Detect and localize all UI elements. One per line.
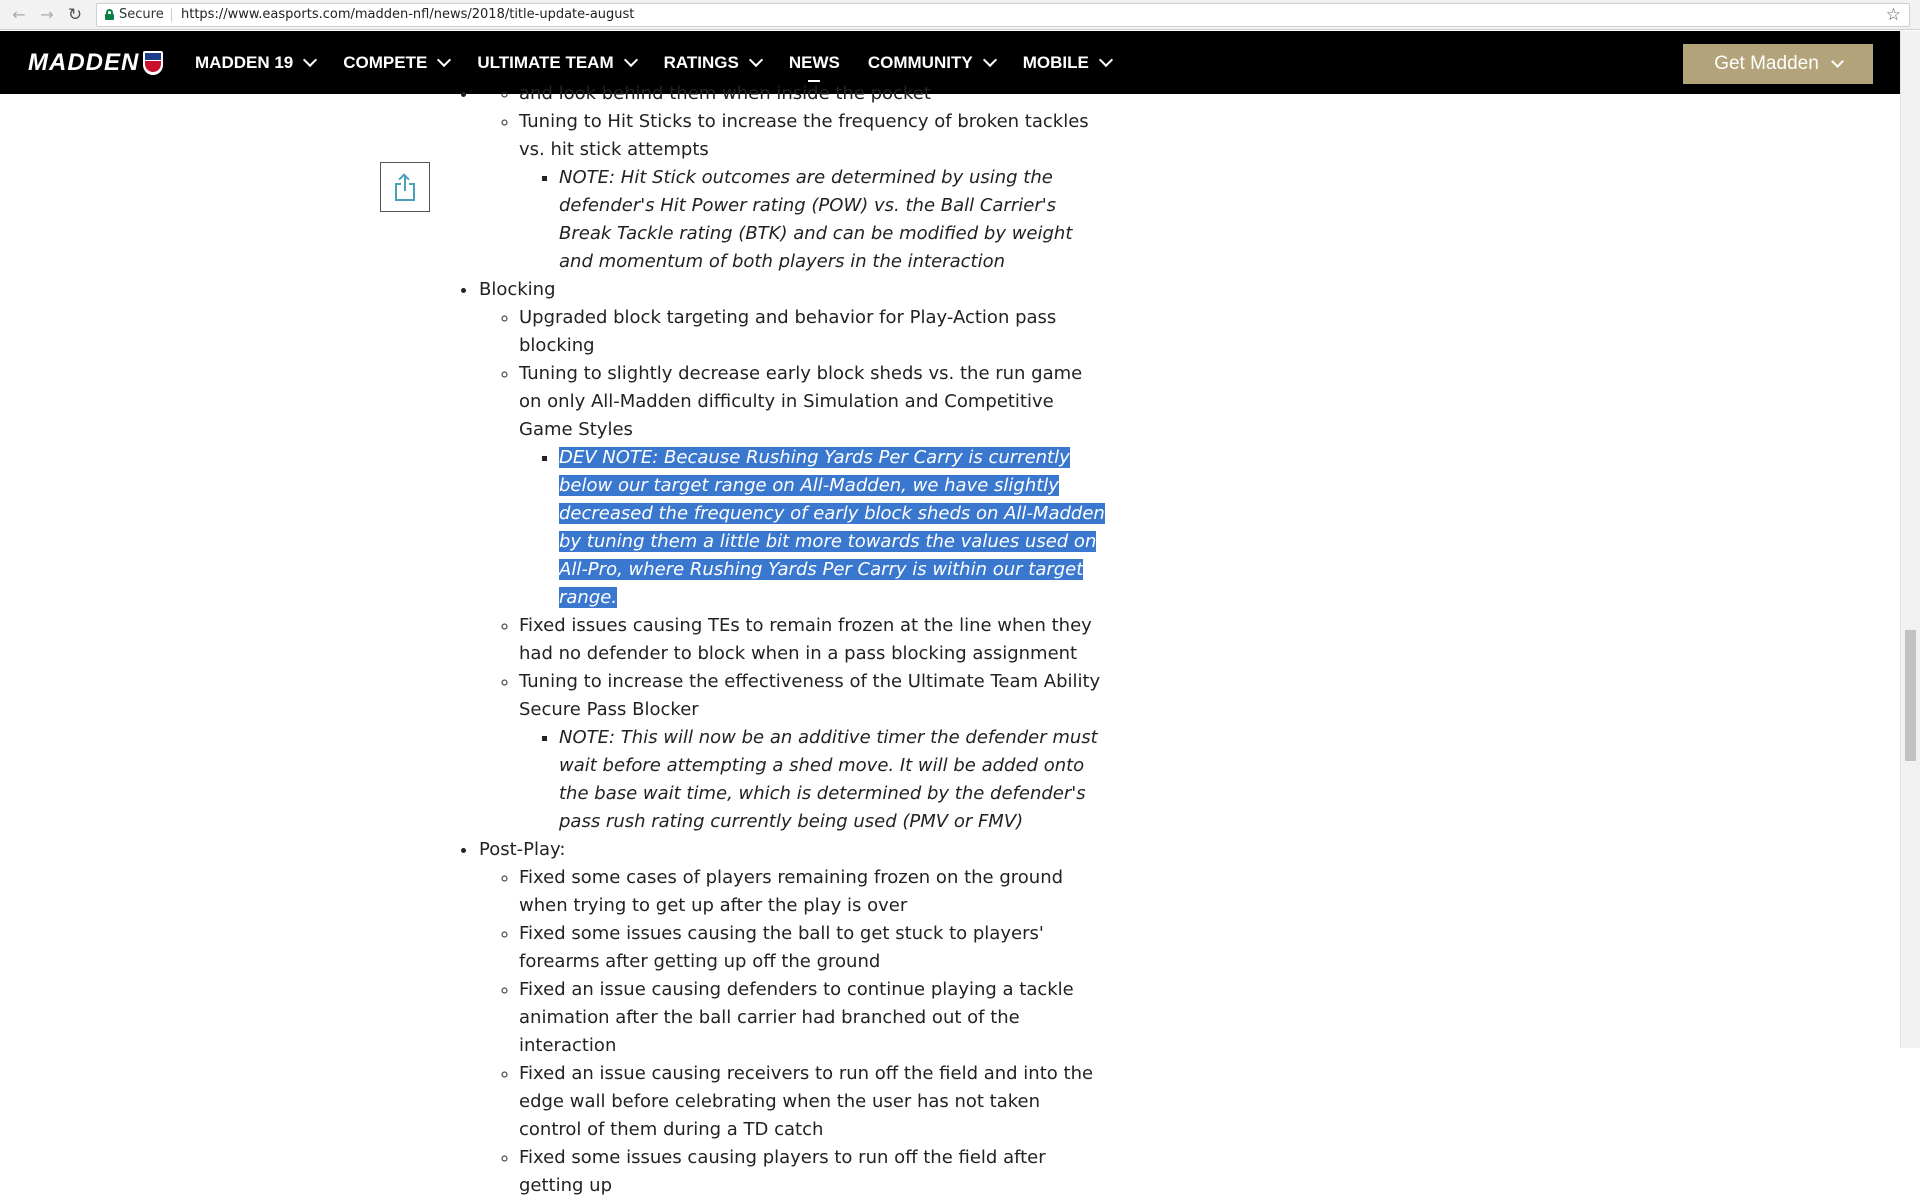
browser-toolbar [0, 0, 1920, 30]
list-item: ◦ • and look behind them when inside the pocket [519, 80, 1105, 108]
nav-item-label: MADDEN 19 [195, 52, 294, 72]
scrollbar-thumb[interactable] [1905, 630, 1916, 761]
list-item [519, 668, 1105, 836]
nav-item-label: MOBILE [1022, 52, 1089, 72]
address-bar[interactable] [96, 3, 1910, 27]
notes-list [455, 80, 1105, 1200]
nfl-shield-icon [143, 51, 163, 75]
nav-item-label: ULTIMATE TEAM [477, 52, 614, 72]
sub-list [479, 304, 1105, 836]
article-body [455, 83, 1105, 1196]
chevron-down-icon [624, 52, 638, 66]
chevron-down-icon [1099, 52, 1113, 66]
section-heading: Post-Play: [479, 839, 566, 860]
get-madden-button[interactable] [1683, 44, 1873, 84]
list-item: ◦ Fixed an issue causing receivers to run off the field and into the edge wall before celebrating when the user has not taken control of them during a TD catch [519, 1060, 1105, 1144]
madden-logo[interactable] [28, 48, 163, 78]
chevron-down-icon [1831, 55, 1844, 68]
list-item: ◦ Fixed some issues causing players to run off the field after getting up [519, 1144, 1105, 1200]
chevron-down-icon [437, 52, 451, 66]
selected-text[interactable]: DEV NOTE: Because Rushing Yards Per Carry is currently below our target range on All-Madden, we have slightly decreased the frequency of early block sheds on All-Madden by tuning them a little bit more towards the values used on All-Pro, where Rushing Yards Per Carry is within our target range. [559, 447, 1105, 608]
list-item-text: Tuning to Hit Sticks to increase the frequency of broken tackles vs. hit stick attempts [519, 111, 1089, 160]
list-item [519, 360, 1105, 612]
note-item: ▪ NOTE: Hit Stick outcomes are determined by using the defender's Hit Power rating (POW) vs. the Ball Carrier's Break Tackle rating (BTK) and can be modified by weight and momentum of both players in the interaction [559, 164, 1105, 276]
nav-item-compete[interactable] [343, 31, 449, 94]
list-item: ◦ Fixed an issue causing defenders to continue playing a tackle animation after the ball carrier had branched out of the interaction [519, 976, 1105, 1060]
lock-icon [105, 9, 114, 20]
bookmark-star-icon[interactable]: ☆ [1885, 5, 1901, 25]
back-arrow-icon[interactable]: ← [12, 5, 26, 24]
list-item-blocking [478, 276, 1105, 836]
section-heading: Blocking [479, 279, 556, 300]
list-item [478, 80, 1105, 276]
note-list [519, 724, 1105, 836]
note-list [519, 444, 1105, 612]
share-button[interactable] [380, 162, 430, 212]
sub-list [479, 80, 1105, 276]
list-item: ◦ Upgraded block targeting and behavior for Play-Action pass blocking [519, 304, 1105, 360]
nav-item-madden-19[interactable] [195, 31, 315, 94]
nav-item-label: RATINGS [663, 52, 739, 72]
secure-label: Secure [119, 7, 164, 22]
list-item-post-play [478, 836, 1105, 1200]
forward-arrow-icon[interactable]: → [40, 5, 54, 24]
url-text[interactable]: https://www.easports.com/madden-nfl/news/2018/title-update-august [181, 7, 635, 22]
share-icon [395, 173, 415, 201]
note-list [519, 164, 1105, 276]
list-item-text: Tuning to slightly decrease early block sheds vs. the run game on only All-Madden difficulty in Simulation and Competitive Game Styles [519, 363, 1083, 440]
page-scrollbar[interactable] [1900, 31, 1920, 1048]
list-item [519, 108, 1105, 276]
nav-item-label: COMPETE [343, 52, 428, 72]
dev-note-item [559, 444, 1105, 612]
sub-list [479, 864, 1105, 1200]
list-item: ◦ Fixed some cases of players remaining frozen on the ground when trying to get up after the play is over [519, 864, 1105, 920]
chevron-down-icon [749, 52, 763, 66]
address-separator [171, 8, 172, 22]
get-madden-label: Get Madden [1714, 53, 1819, 74]
nav-item-label: COMMUNITY [867, 52, 973, 72]
chevron-down-icon [303, 52, 317, 66]
reload-icon[interactable]: ↻ [67, 5, 83, 25]
list-item: ◦ Fixed some issues causing the ball to get stuck to players' forearms after getting up off the ground [519, 920, 1105, 976]
note-item: ▪ NOTE: This will now be an additive timer the defender must wait before attempting a shed move. It will be added onto the base wait time, which is determined by the defender's pass rush rating currently being used (PMV or FMV) [559, 724, 1105, 836]
chevron-down-icon [983, 52, 997, 66]
nav-item-label: NEWS [788, 52, 840, 72]
list-item: ◦ Fixed issues causing TEs to remain frozen at the line when they had no defender to block when in a pass blocking assignment [519, 612, 1105, 668]
logo-text: MADDEN [28, 49, 140, 76]
list-item-text: Tuning to increase the effectiveness of the Ultimate Team Ability Secure Pass Blocker [519, 671, 1101, 720]
